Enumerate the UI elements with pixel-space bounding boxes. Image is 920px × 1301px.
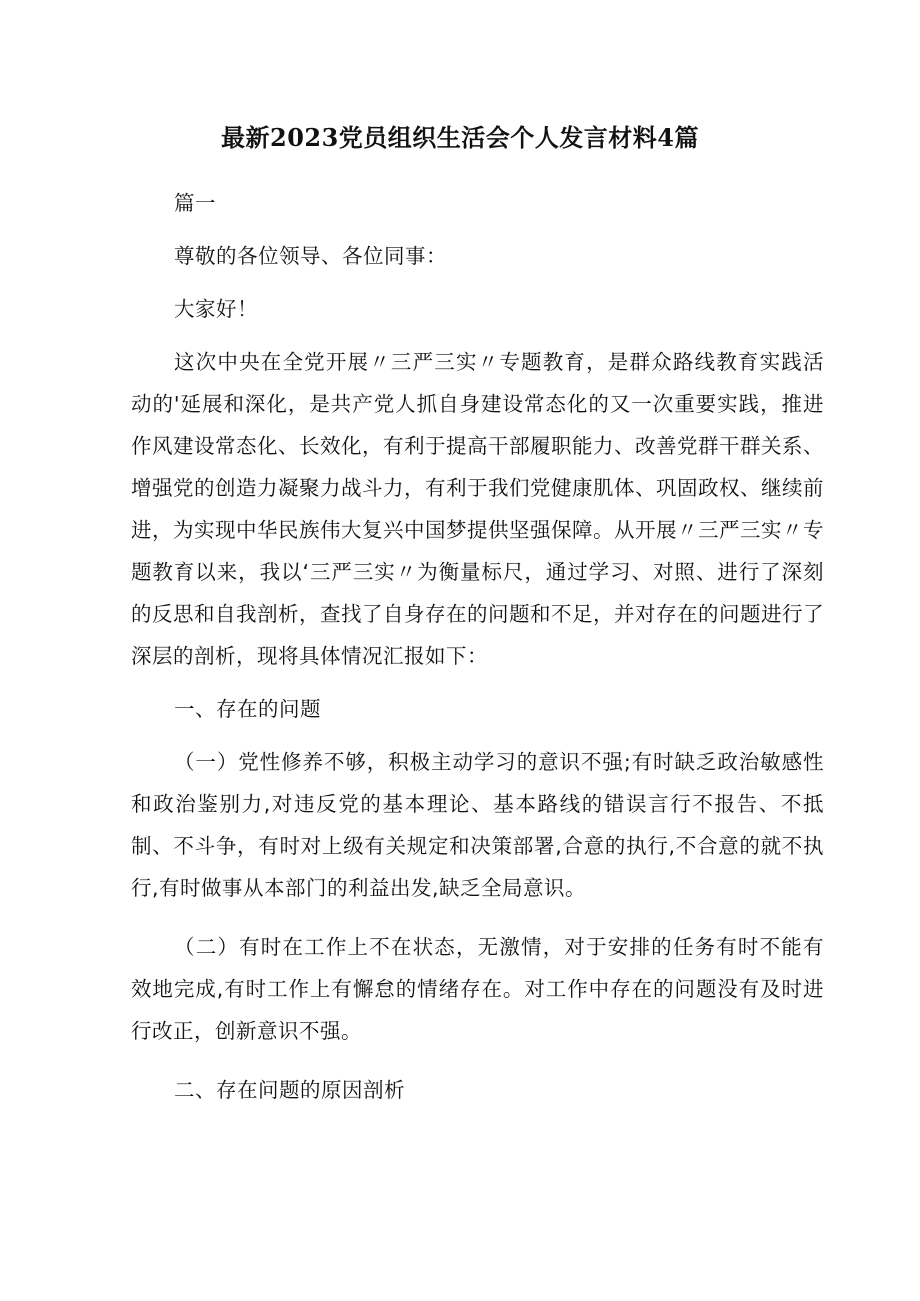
problem-item-1: （一）党性修养不够，积极主动学习的意识不强;有时缺乏政治敏感性和政治鉴别力,对违反党的基本理论、基本路线的错误言行不报告、不抵制、不斗争，有时对上级有关规定和决策部署,合意的执行,不合意的就不执行,有时做事从本部门的利益出发,缺乏全局意识。	[131, 750, 824, 900]
section-label: 篇一	[174, 191, 216, 215]
intro-paragraph: 这次中央在全党开展〃三严三实〃专题教育，是群众路线教育实践活动的'延展和深化，是共产党人抓自身建设常态化的又一次重要实践，推进作风建设常态化、长效化，有利于提高干部履职能力、改善党群干群关系、增强党的创造力凝聚力战斗力，有利于我们党健康肌体、巩固政权、继续前进，为实现中华民族伟大复兴中国梦提供坚强保障。从开展〃三严三实〃专题教育以来，我以‘三严三实〃为衡量标尺，通过学习、对照、进行了深刻的反思和自我剖析，查找了自身存在的问题和不足，并对存在的问题进行了深层的剖析，现将具体情况汇报如下：	[131, 350, 824, 668]
heading-existing-problems: 一、存在的问题	[174, 697, 321, 721]
heading-cause-analysis: 二、存在问题的原因剖析	[174, 1078, 405, 1102]
problem-item-2: （二）有时在工作上不在状态，无激情，对于安排的任务有时不能有效地完成,有时工作上有懈怠的情绪存在。对工作中存在的问题没有及时进行改正，创新意识不强。	[131, 935, 824, 1043]
hello-paragraph: 大家好！	[174, 297, 258, 321]
greeting-paragraph: 尊敬的各位领导、各位同事：	[174, 244, 447, 268]
document-title: 最新2023党员组织生活会个人发言材料4篇	[221, 123, 699, 152]
document-body	[131, 182, 824, 1122]
